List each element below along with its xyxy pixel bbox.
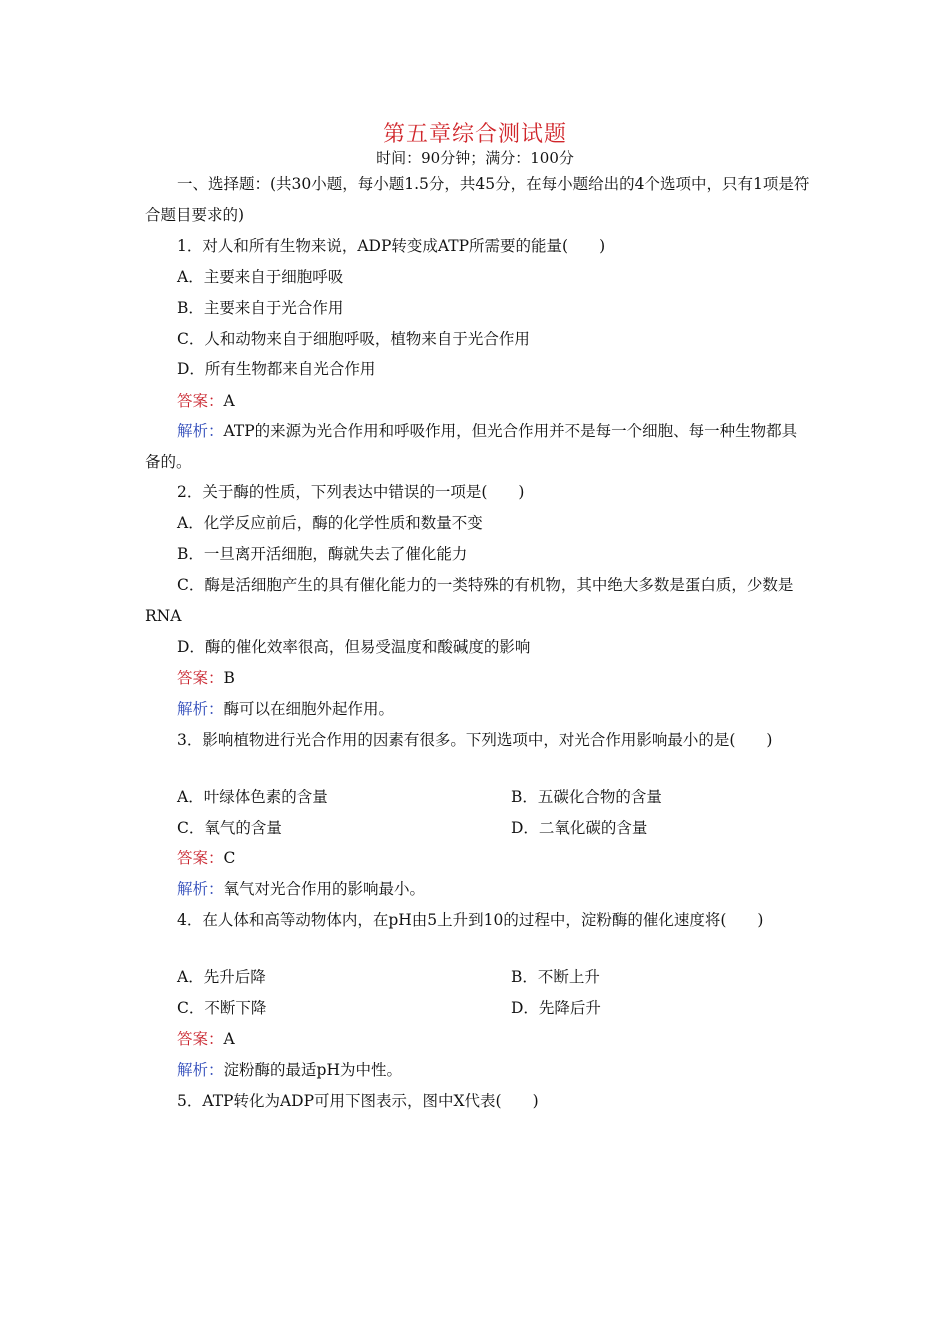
option: A．主要来自于细胞呼吸 [177,268,344,286]
answer-label: 答案： [177,392,224,410]
explanation [177,1059,402,1081]
answer-value: C [223,849,236,867]
answer-line [177,667,235,689]
explanation-label: 解析： [177,1061,224,1079]
explanation-label: 解析： [177,700,224,718]
option: A．化学反应前后，酶的化学性质和数量不变 [177,514,483,532]
question-stem: 2．关于酶的性质，下列表达中错误的一项是( ) [177,483,525,501]
explanation-label: 解析： [177,880,224,898]
explanation [177,698,394,720]
answer-line [177,847,235,869]
option: D．酶的催化效率很高，但易受温度和酸碱度的影响 [177,638,531,656]
question-stem: 3．影响植物进行光合作用的因素有很多。下列选项中，对光合作用影响最小的是( ) [177,731,773,749]
explanation-text: 酶可以在细胞外起作用。 [223,700,395,718]
option: C．酶是活细胞产生的具有催化能力的一类特殊的有机物，其中绝大多数是蛋白质，少数是RNA [145,576,794,625]
question-stem: 1．对人和所有生物来说，ADP转变成ATP所需要的能量( ) [177,237,606,255]
option: B．一旦离开活细胞，酶就失去了催化能力 [177,545,468,563]
section-intro: 一、选择题：(共30小题，每小题1.5分，共45分，在每小题给出的4个选项中，只有1项是符合题目要求的) [145,175,810,224]
option: B．不断上升 [511,968,600,986]
answer-line [177,1028,235,1050]
answer-label: 答案： [177,669,224,687]
explanation-text: 氧气对光合作用的影响最小。 [223,880,426,898]
option: A．叶绿体色素的含量 [177,788,328,806]
option: C．不断下降 [177,999,267,1017]
question-stem: 5．ATP转化为ADP可用下图表示，图中X代表( ) [177,1092,539,1110]
question-stem: 4．在人体和高等动物体内，在pH由5上升到10的过程中，淀粉酶的催化速度将( ) [177,911,764,929]
option: C．人和动物来自于细胞呼吸，植物来自于光合作用 [177,330,530,348]
exam-meta: 时间：90分钟；满分：100分 [376,149,574,167]
answer-value: A [223,392,235,410]
option: A．先升后降 [177,968,266,986]
explanation-text: ATP的来源为光合作用和呼吸作用，但光合作用并不是每一个细胞、每一种生物都具备的。 [145,422,798,471]
answer-line [177,390,235,412]
explanation-label: 解析： [177,422,224,440]
answer-value: B [223,669,235,687]
explanation-text: 淀粉酶的最适pH为中性。 [223,1061,402,1079]
answer-value: A [223,1030,235,1048]
answer-label: 答案： [177,1030,224,1048]
option: B．五碳化合物的含量 [511,788,662,806]
option: C．氧气的含量 [177,819,282,837]
explanation [177,878,425,900]
explanation [145,416,810,478]
option: B．主要来自于光合作用 [177,299,344,317]
answer-label: 答案： [177,849,224,867]
option: D．二氧化碳的含量 [511,819,648,837]
page-title: 第五章综合测试题 [382,122,567,147]
option: D．先降后升 [511,999,601,1017]
option: D．所有生物都来自光合作用 [177,360,376,378]
